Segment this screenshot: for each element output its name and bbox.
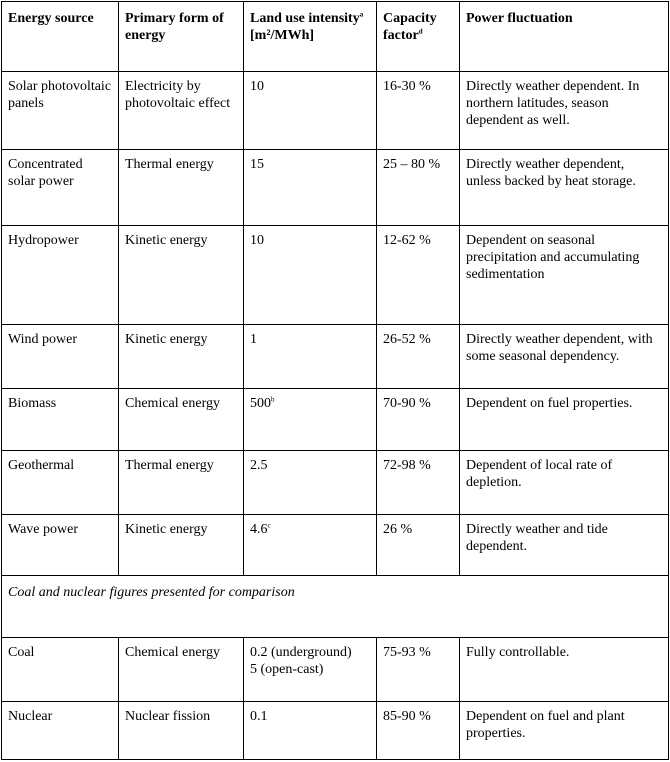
cell-land-use (244, 451, 377, 515)
comparison-note: Coal and nuclear figures presented for comparison (2, 576, 669, 638)
cell-energy-source: Concentrated solar power (2, 150, 119, 226)
header-power-fluctuation: Power fluctuation (460, 2, 669, 72)
cell-capacity-factor: 16-30 % (377, 72, 460, 150)
table-row (2, 325, 669, 389)
cell-primary-form: Thermal energy (119, 150, 244, 226)
cell-energy-source: Solar photovoltaic panels (2, 72, 119, 150)
footnote-marker: d (418, 27, 423, 36)
table-row (2, 702, 669, 760)
header-capacity-factor (377, 2, 460, 72)
cell-primary-form: Kinetic energy (119, 226, 244, 325)
cell-capacity-factor: 25 – 80 % (377, 150, 460, 226)
header-row (2, 2, 669, 72)
cell-land-use (244, 702, 377, 760)
cell-capacity-factor: 26 % (377, 515, 460, 576)
land-use-value: 0.2 (underground) 5 (open-cast) (250, 645, 352, 677)
header-land-use-unit: [m²/MWh] (250, 28, 315, 43)
cell-power-fluctuation: Directly weather and tide dependent. (460, 515, 669, 576)
cell-capacity-factor: 72-98 % (377, 451, 460, 515)
cell-capacity-factor: 75-93 % (377, 638, 460, 702)
cell-land-use (244, 72, 377, 150)
cell-capacity-factor: 85-90 % (377, 702, 460, 760)
table-row (2, 226, 669, 325)
table-row (2, 451, 669, 515)
table-row (2, 638, 669, 702)
land-use-value: 4.6 (250, 522, 268, 537)
header-land-use (244, 2, 377, 72)
footnote-marker: b (271, 395, 275, 404)
land-use-value: 500 (250, 396, 271, 411)
land-use-value: 10 (250, 79, 264, 94)
cell-land-use (244, 325, 377, 389)
cell-primary-form: Thermal energy (119, 451, 244, 515)
header-primary-form: Primary form of energy (119, 2, 244, 72)
cell-power-fluctuation: Dependent on seasonal precipitation and accumulating sedimentation (460, 226, 669, 325)
comparison-note-row (2, 576, 669, 638)
cell-power-fluctuation: Fully controllable. (460, 638, 669, 702)
cell-primary-form: Nuclear fission (119, 702, 244, 760)
cell-capacity-factor: 12-62 % (377, 226, 460, 325)
footnote-marker: c (267, 521, 271, 530)
cell-energy-source: Nuclear (2, 702, 119, 760)
header-land-use-label: Land use intensity (250, 11, 360, 26)
cell-energy-source: Biomass (2, 389, 119, 451)
cell-primary-form: Kinetic energy (119, 515, 244, 576)
cell-land-use (244, 389, 377, 451)
cell-power-fluctuation: Dependent on fuel properties. (460, 389, 669, 451)
land-use-value: 0.1 (250, 709, 268, 724)
cell-power-fluctuation: Dependent on fuel and plant properties. (460, 702, 669, 760)
header-energy-source: Energy source (2, 2, 119, 72)
cell-primary-form: Chemical energy (119, 638, 244, 702)
cell-energy-source: Wave power (2, 515, 119, 576)
cell-power-fluctuation: Directly weather dependent, with some seasonal dependency. (460, 325, 669, 389)
table-row (2, 389, 669, 451)
cell-energy-source: Wind power (2, 325, 119, 389)
cell-power-fluctuation: Directly weather dependent. In northern latitudes, season dependent as well. (460, 72, 669, 150)
cell-primary-form: Kinetic energy (119, 325, 244, 389)
cell-energy-source: Geothermal (2, 451, 119, 515)
table-row (2, 72, 669, 150)
land-use-value: 1 (250, 332, 257, 347)
cell-land-use (244, 226, 377, 325)
header-capacity-label: Capacity factor (383, 11, 437, 43)
cell-capacity-factor: 70-90 % (377, 389, 460, 451)
land-use-value: 15 (250, 157, 264, 172)
land-use-value: 10 (250, 233, 264, 248)
footnote-marker: a (359, 10, 364, 19)
cell-primary-form: Electricity by photovoltaic effect (119, 72, 244, 150)
cell-energy-source: Coal (2, 638, 119, 702)
table-row (2, 515, 669, 576)
cell-energy-source: Hydropower (2, 226, 119, 325)
cell-capacity-factor: 26-52 % (377, 325, 460, 389)
cell-land-use (244, 150, 377, 226)
table-row (2, 150, 669, 226)
cell-power-fluctuation: Directly weather dependent, unless backed by heat storage. (460, 150, 669, 226)
cell-power-fluctuation: Dependent of local rate of depletion. (460, 451, 669, 515)
land-use-value: 2.5 (250, 458, 268, 473)
cell-primary-form: Chemical energy (119, 389, 244, 451)
cell-land-use (244, 515, 377, 576)
energy-source-table (1, 1, 669, 760)
cell-land-use (244, 638, 377, 702)
